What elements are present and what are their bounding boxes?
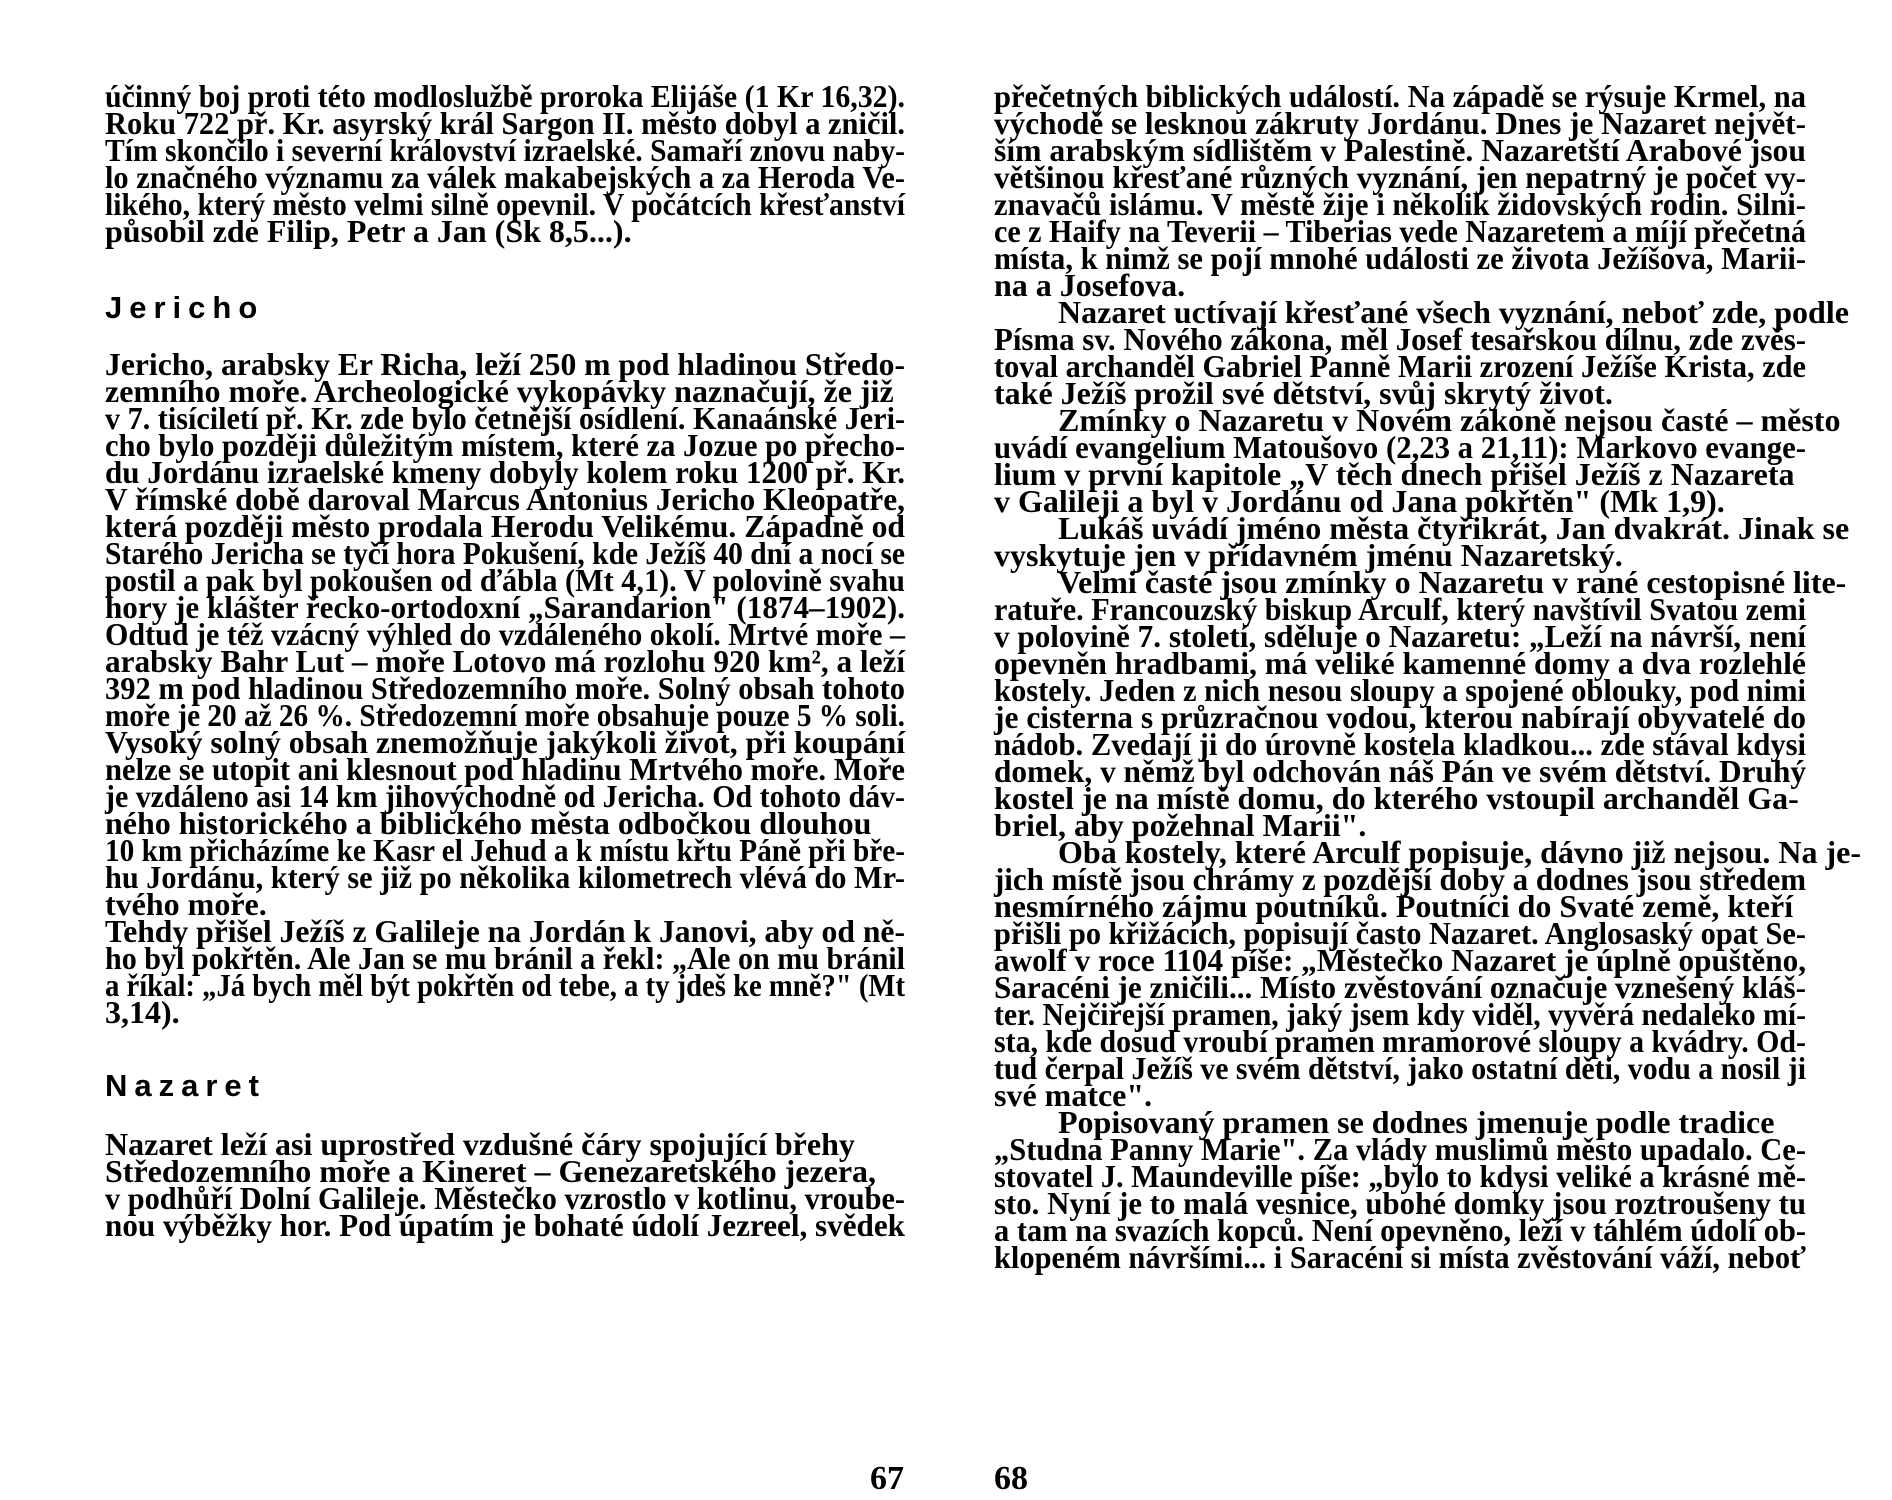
text-line: Písma sv. Nového zákona, měl Josef tesařskou dílnu, zde zvěs- [994,321,1806,357]
page-number: 67 [870,1460,904,1497]
text-line: kostel je na místě domu, do kterého vstoupil archanděl Ga- [994,780,1799,816]
text-line: tvého moře. [105,886,267,922]
text-line: Roku 722 př. Kr. asyrský král Sargon II. město dobyl a zničil. [105,105,905,141]
text-line: účinný boj proti této modloslužbě proroka Elijáše (1 Kr 16,32). [105,78,905,114]
text-line: ratuře. Francouzský biskup Arculf, který navštívil Svatou zemi [994,591,1806,627]
text-line: nelze se utopit ani klesnout pod hladinu Mrtvého moře. Moře [105,751,905,787]
text-line: a tam na svazích kopců. Není opevněno, leží v táhlém údolí ob- [994,1212,1806,1248]
text-line: hory je klášter řecko-ortodoxní „Sarandarion" (1874–1902). [105,589,905,625]
text-line: znavačů islámu. V městě žije i několik židovských rodin. Silni- [994,186,1806,222]
text-line: uvádí evangelium Matoušovo (2,23 a 21,11): Markovo evange- [994,429,1806,465]
text-line: přišli po křižácích, popisují často Nazaret. Anglosaský opat Se- [994,915,1806,951]
text-line: 10 km přicházíme ke Kasr el Jehud a k místu křtu Páně při bře- [105,832,905,868]
text-line: v podhůří Dolní Galileje. Městečko vzrostlo v kotlinu, vroube- [105,1180,905,1216]
text-line: lium v první kapitole „V těch dnech přišel Ježíš z Nazareta [994,456,1795,492]
text-line: postil a pak byl pokoušen od ďábla (Mt 4,1). V polovině svahu [105,562,905,598]
text-line: sto. Nyní je to malá vesnice, ubohé domky jsou roztroušeny tu [994,1185,1806,1221]
section-heading-jericho: Jericho [105,290,265,325]
text-line: ce z Haify na Teverii – Tiberias vede Nazaretem a míjí přečetná [994,213,1806,249]
text-line: je vzdáleno asi 14 km jihovýchodně od Jericha. Od tohoto dáv- [105,778,905,814]
text-line: 3,14). [105,994,180,1030]
text-line: toval archanděl Gabriel Panně Marii zrození Ježíše Krista, zde [994,348,1806,384]
text-line: jich místě jsou chrámy z pozdější doby a dodnes jsou středem [994,861,1806,897]
text-line: nesmírného zájmu poutníků. Poutníci do Svaté země, kteří [994,888,1794,924]
text-line: ším arabským sídlištěm v Palestině. Nazaretští Arabové jsou [994,132,1806,168]
text-line: Tehdy přišel Ježíš z Galileje na Jordán k Janovi, aby od ně- [105,913,905,949]
text-line: klopeném návršími... i Saracéni si místa zvěstování váží, neboť [994,1239,1806,1275]
text-line: kostely. Jeden z nich nesou sloupy a spojené oblouky, pod nimi [994,672,1806,708]
page-number: 68 [994,1460,1028,1497]
text-line: nádob. Zvedají ji do úrovně kostela kladkou... zde stával kdysi [994,726,1806,762]
text-line: také Ježíš prožil své dětství, svůj skrytý život. [994,375,1613,411]
text-line: působil zde Filip, Petr a Jan (Sk 8,5...). [105,213,632,249]
right-page [946,0,1892,1500]
text-line: „Studna Panny Marie". Za vlády muslimů město upadalo. Ce- [994,1131,1806,1167]
text-line: v Galileji a byl v Jordánu od Jana pokřtěn" (Mk 1,9). [994,483,1725,519]
text-line: ného historického a biblického města odbočkou dlouhou [105,805,872,841]
text-line: Vysoký solný obsah znemožňuje jakýkoli život, při koupání [105,724,905,760]
text-line: vyskytuje jen v přídavném jménu Nazaretský. [994,537,1623,573]
text-line: Středozemního moře a Kineret – Genezaretského jezera, [105,1153,877,1189]
text-line: arabsky Bahr Lut – moře Lotovo má rozlohu 920 km², a leží [105,643,905,679]
text-line: Odtud je též vzácný výhled do vzdáleného okolí. Mrtvé moře – [105,616,905,652]
text-line: Saracéni je zničili... Místo zvěstování označuje vznešený kláš- [994,969,1806,1005]
text-line: opevněn hradbami, má veliké kamenné domy a dva rozlehlé [994,645,1806,681]
text-line: zemního moře. Archeologické vykopávky naznačují, že již [105,373,894,409]
text-line: 392 m pod hladinou Středozemního moře. Solný obsah tohoto [105,670,905,706]
section-heading-nazaret: Nazaret [105,1068,266,1103]
text-line: své matce". [994,1077,1153,1113]
text-line: v polovině 7. století, sděluje o Nazaretu: „Leží na návrší, není [994,618,1806,654]
text-line: tud čerpal Ježíš ve svém dětství, jako ostatní děti, vodu a nosil ji [994,1050,1806,1086]
text-line: Starého Jericha se tyčí hora Pokušení, kde Ježíš 40 dní a nocí se [105,535,905,571]
text-line: nou výběžky hor. Pod úpatím je bohaté údolí Jezreel, svědek [105,1207,905,1243]
text-line: přečetných biblických událostí. Na západě se rýsuje Krmel, na [994,78,1806,114]
text-line: Nazaret leží asi uprostřed vzdušné čáry spojující břehy [105,1126,855,1162]
text-line: místa, k nimž se pojí mnohé události ze života Ježíšova, Marii- [994,240,1806,276]
text-line: ter. Nejčiřejší pramen, jaký jsem kdy viděl, vyvěrá nedaleko mí- [994,996,1806,1032]
text-line: Tím skončilo i severní království izraelské. Samaří znovu naby- [105,132,905,168]
text-line: awolf v roce 1104 píše: „Městečko Nazaret je úplně opuštěno, [994,942,1806,978]
text-line: ho byl pokřtěn. Ale Jan se mu bránil a řekl: „Ale on mu bránil [105,940,905,976]
text-line: cho bylo později důležitým místem, které za Jozue po přecho- [105,427,905,463]
text-line: likého, který město velmi silně opevnil. V počátcích křesťanství [105,186,905,222]
text-line: Lukáš uvádí jméno města čtyřikrát, Jan dvakrát. Jinak se [1058,510,1850,546]
text-line: východě se lesknou zákruty Jordánu. Dnes je Nazaret největ- [994,105,1806,141]
text-line: sta, kde dosud vroubí pramen mramorové sloupy a kvádry. Od- [994,1023,1806,1059]
text-line: na a Josefova. [994,267,1186,303]
text-line: stovatel J. Maundeville píše: „bylo to kdysi veliké a krásné mě- [994,1158,1806,1194]
text-line: Nazaret uctívají křesťané všech vyznání, neboť zde, podle [1058,294,1849,330]
text-line: V římské době daroval Marcus Antonius Jericho Kleopatře, [105,481,905,517]
text-line: Oba kostely, které Arculf popisuje, dávno již nejsou. Na je- [1058,834,1861,870]
text-line: je cisterna s průzračnou vodou, kterou nabírají obyvatelé do [994,699,1806,735]
text-line: domek, v němž byl odchován náš Pán ve svém dětství. Druhý [994,753,1806,789]
text-line: Velmi časté jsou zmínky o Nazaretu v rané cestopisné lite- [1058,564,1847,600]
text-line: a říkal: „Já bych měl být pokřtěn od tebe, a ty jdeš ke mně?" (Mt [105,967,905,1003]
text-line: většinou křesťané různých vyznání, jen nepatrný je počet vy- [994,159,1806,195]
text-line: která později město prodala Herodu Velikému. Západně od [105,508,905,544]
text-line: v 7. tisíciletí př. Kr. zde bylo četnější osídlení. Kanaánské Jeri- [105,400,905,436]
text-line: moře je 20 až 26 %. Středozemní moře obsahuje pouze 5 % soli. [105,697,905,733]
text-line: Jericho, arabsky Er Richa, leží 250 m pod hladinou Středo- [105,346,905,382]
text-line: briel, aby požehnal Marii". [994,807,1367,843]
text-line: Popisovaný pramen se dodnes jmenuje podle tradice [1058,1104,1775,1140]
text-line: du Jordánu izraelské kmeny dobyly kolem roku 1200 př. Kr. [105,454,905,490]
text-line: hu Jordánu, který se již po několika kilometrech vlévá do Mr- [105,859,905,895]
text-line: lo značného významu za válek makabejských a za Heroda Ve- [105,159,905,195]
text-line: Zmínky o Nazaretu v Novém zákoně nejsou časté – město [1058,402,1841,438]
